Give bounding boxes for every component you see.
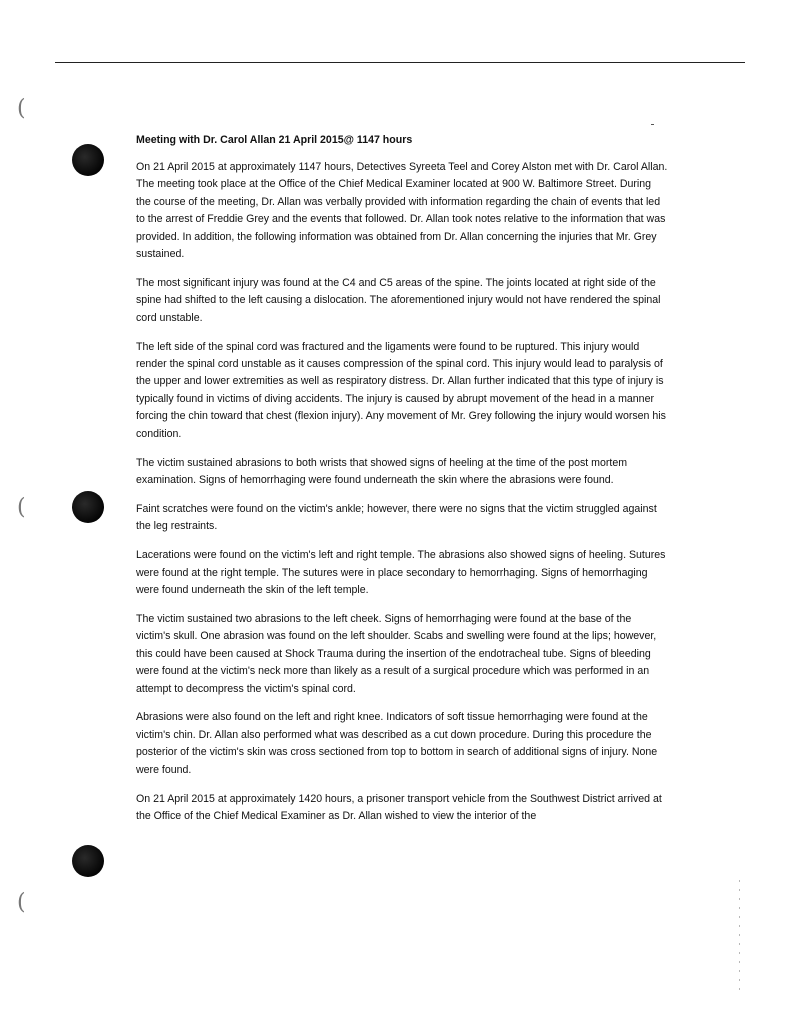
paragraph-spinal-cord: The left side of the spinal cord was fractured and the ligaments were found to be ruptured. This injury would render the spinal cord unstable as it causes compression of the spinal cord. This injury would lead to paralysis of the upper and lower extremities as well as respiratory distress. Dr. Allan further indicated that this type of injury is typically found in victims of diving accidents. The injury is caused by abrupt movement of the head in a manner forcing the chin toward that chest (flexion injury). Any movement of Mr. Grey following the injury would worsen his condition. bbox=[136, 340, 666, 440]
paragraph-knee-abrasions: Abrasions were also found on the left and right knee. Indicators of soft tissue hemorrhaging were found at the victim's chin. Dr. Allan also performed what was described as a cut down procedure. During this procedure the posterior of the victim's skin was cross sectioned from top to bottom in search of additional signs of injury. None were found. bbox=[136, 711, 658, 776]
paragraph-temple-lacerations: Lacerations were found on the victim's left and right temple. The abrasions also showed signs of heeling. Sutures were found at the right temple. The sutures were in place secondary to hemorrhaging. Signs of hemorrhaging were found underneath the skin of the left temple. bbox=[136, 549, 666, 597]
punch-hole bbox=[72, 491, 104, 523]
punch-hole bbox=[72, 144, 104, 176]
paragraph-ankle-scratches: Faint scratches were found on the victim's ankle; however, there were no signs that the victim struggled against the leg restraints. bbox=[136, 502, 657, 533]
scan-bracket-mark: ( bbox=[17, 890, 26, 915]
paragraph-meeting-intro: On 21 April 2015 at approximately 1147 hours, Detectives Syreeta Teel and Corey Alston met with Dr. Carol Allan. The meeting took place at the Office of the Chief Medical Examiner located at 900 W. Baltimore Street. During the course of the meeting, Dr. Allan was verbally provided with information regarding the chain of events that led to the arrest of Freddie Grey and the events that followed. Dr. Allan took notes relative to the information that was provided. In addition, the following information was obtained from Dr. Allan concerning the injuries that Mr. Grey sustained. bbox=[136, 161, 668, 261]
scan-bracket-mark: ( bbox=[17, 96, 26, 121]
meeting-heading: Meeting with Dr. Carol Allan 21 April 2015@ 1147 hours bbox=[136, 134, 413, 146]
paragraph-spine-injury: The most significant injury was found at the C4 and C5 areas of the spine. The joints located at right side of the spine had shifted to the left causing a dislocation. The aforementioned injury would not have rendered the spinal cord unstable. bbox=[136, 276, 661, 324]
document-body bbox=[136, 133, 668, 837]
scan-speck bbox=[651, 124, 654, 125]
header-rule bbox=[55, 62, 745, 63]
paragraph-transport-vehicle: On 21 April 2015 at approximately 1420 hours, a prisoner transport vehicle from the Southwest District arrived at the Office of the Chief Medical Examiner as Dr. Allan wished to view the interior of the bbox=[136, 792, 662, 822]
paragraph-cheek-abrasions: The victim sustained two abrasions to the left cheek. Signs of hemorrhaging were found at the base of the victim's skull. One abrasion was found on the left shoulder. Scabs and swelling were found at the lips; however, this could have been caused at Shock Trauma during the insertion of the endotracheal tube. Signs of bleeding were found at the victim's neck more than likely as a result of a surgical procedure which was performed in an attempt to decompress the victim's spinal cord. bbox=[136, 612, 657, 695]
scan-bracket-mark: ( bbox=[17, 495, 26, 520]
scan-edge-dots bbox=[739, 880, 740, 990]
punch-hole bbox=[72, 845, 104, 877]
paragraph-wrist-abrasions: The victim sustained abrasions to both wrists that showed signs of heeling at the time of the post mortem examination. Signs of hemorrhaging were found underneath the skin where the abrasions were found. bbox=[136, 456, 628, 486]
